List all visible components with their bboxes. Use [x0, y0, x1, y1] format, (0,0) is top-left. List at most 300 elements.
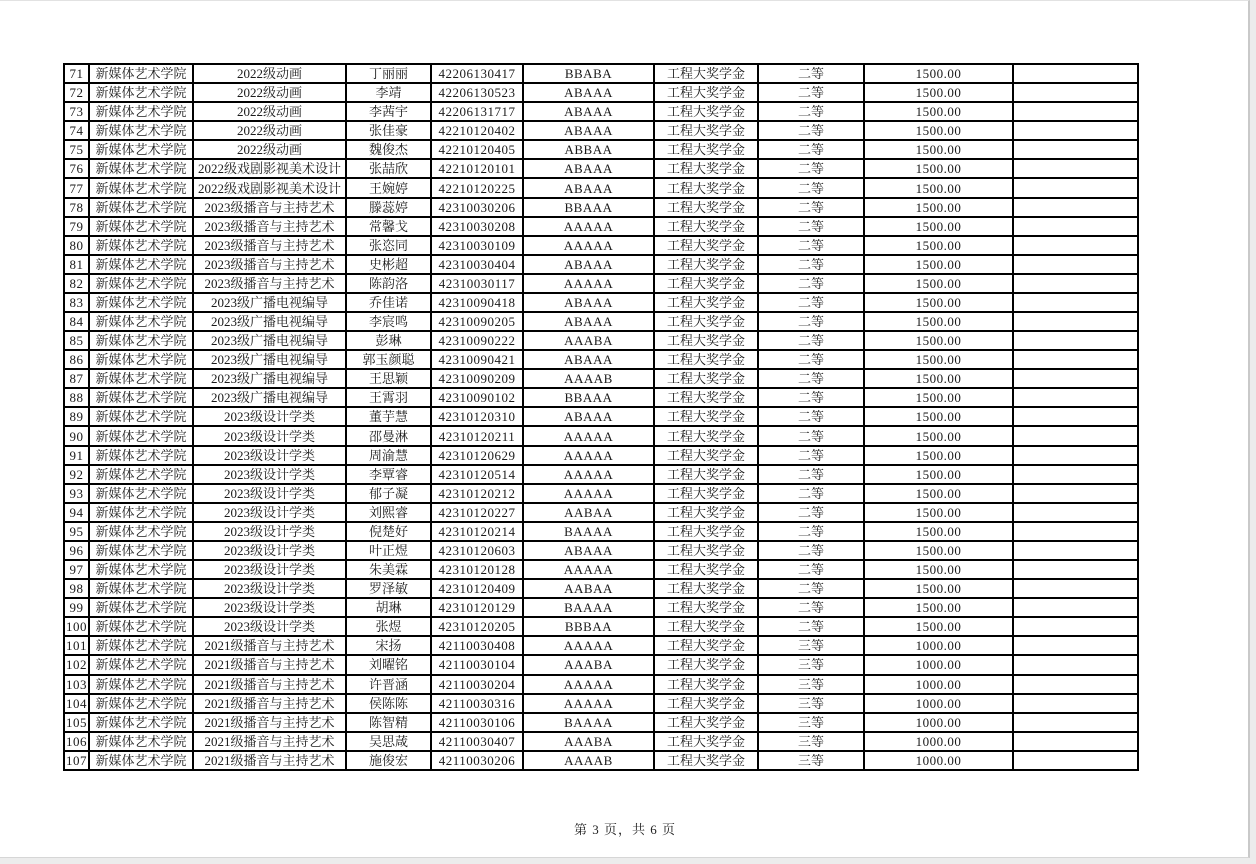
cell-amount: 1500.00: [864, 407, 1013, 426]
cell-student-name: 李靖: [346, 83, 431, 102]
cell-student-name: 李茜宇: [346, 102, 431, 121]
cell-row-number: 101: [64, 636, 89, 655]
cell-blank: [1013, 331, 1138, 350]
cell-student-id: 42206131717: [431, 102, 523, 121]
cell-class-major: 2023级播音与主持艺术: [193, 217, 346, 236]
table-row: [64, 236, 1138, 255]
cell-scholarship-name: 工程大奖学金: [654, 617, 758, 636]
cell-student-name: 王思颖: [346, 369, 431, 388]
cell-row-number: 87: [64, 369, 89, 388]
cell-college: 新媒体艺术学院: [89, 541, 193, 560]
cell-student-name: 董芋慧: [346, 407, 431, 426]
cell-blank: [1013, 541, 1138, 560]
cell-grades: ABAAA: [523, 255, 654, 274]
cell-row-number: 71: [64, 64, 89, 83]
cell-class-major: 2023级广播电视编导: [193, 312, 346, 331]
cell-student-id: 42310120211: [431, 426, 523, 445]
cell-blank: [1013, 522, 1138, 541]
table-row: [64, 198, 1138, 217]
cell-grades: AAAAA: [523, 465, 654, 484]
cell-student-name: 宋扬: [346, 636, 431, 655]
cell-student-name: 郭玉颜聪: [346, 350, 431, 369]
cell-award-level: 三等: [758, 694, 864, 713]
cell-grades: ABAAA: [523, 83, 654, 102]
cell-college: 新媒体艺术学院: [89, 83, 193, 102]
cell-student-name: 许晋涵: [346, 675, 431, 694]
cell-blank: [1013, 178, 1138, 197]
cell-student-id: 42310120227: [431, 503, 523, 522]
cell-class-major: 2023级设计学类: [193, 579, 346, 598]
cell-award-level: 二等: [758, 198, 864, 217]
cell-student-id: 42310090418: [431, 293, 523, 312]
cell-college: 新媒体艺术学院: [89, 121, 193, 140]
cell-award-level: 三等: [758, 713, 864, 732]
cell-scholarship-name: 工程大奖学金: [654, 465, 758, 484]
cell-award-level: 二等: [758, 484, 864, 503]
cell-scholarship-name: 工程大奖学金: [654, 178, 758, 197]
table-row: [64, 655, 1138, 674]
cell-student-name: 倪楚好: [346, 522, 431, 541]
table-row: [64, 694, 1138, 713]
cell-grades: AAAAA: [523, 675, 654, 694]
cell-scholarship-name: 工程大奖学金: [654, 198, 758, 217]
cell-grades: ABAAA: [523, 541, 654, 560]
cell-amount: 1500.00: [864, 255, 1013, 274]
cell-row-number: 107: [64, 751, 89, 770]
cell-amount: 1500.00: [864, 121, 1013, 140]
cell-award-level: 二等: [758, 64, 864, 83]
cell-student-id: 42110030106: [431, 713, 523, 732]
cell-award-level: 二等: [758, 522, 864, 541]
cell-blank: [1013, 388, 1138, 407]
table-body: [64, 64, 1138, 770]
cell-college: 新媒体艺术学院: [89, 312, 193, 331]
cell-award-level: 三等: [758, 675, 864, 694]
table-row: [64, 617, 1138, 636]
table-row: [64, 255, 1138, 274]
cell-grades: ABAAA: [523, 350, 654, 369]
cell-grades: BAAAA: [523, 598, 654, 617]
cell-college: 新媒体艺术学院: [89, 636, 193, 655]
cell-amount: 1500.00: [864, 198, 1013, 217]
cell-row-number: 81: [64, 255, 89, 274]
cell-student-name: 邵曼淋: [346, 426, 431, 445]
cell-grades: AAAAA: [523, 484, 654, 503]
cell-award-level: 二等: [758, 465, 864, 484]
cell-college: 新媒体艺术学院: [89, 484, 193, 503]
cell-row-number: 105: [64, 713, 89, 732]
cell-scholarship-name: 工程大奖学金: [654, 121, 758, 140]
cell-amount: 1500.00: [864, 541, 1013, 560]
cell-grades: AAAAA: [523, 236, 654, 255]
cell-grades: ABAAA: [523, 312, 654, 331]
table-row: [64, 64, 1138, 83]
cell-student-id: 42310030117: [431, 274, 523, 293]
cell-student-name: 李覃睿: [346, 465, 431, 484]
cell-scholarship-name: 工程大奖学金: [654, 274, 758, 293]
cell-grades: BAAAA: [523, 713, 654, 732]
cell-grades: AAABA: [523, 732, 654, 751]
cell-award-level: 二等: [758, 350, 864, 369]
cell-student-name: 常馨戈: [346, 217, 431, 236]
cell-student-name: 史彬超: [346, 255, 431, 274]
cell-student-name: 李宸鸣: [346, 312, 431, 331]
cell-row-number: 95: [64, 522, 89, 541]
table-row: [64, 217, 1138, 236]
table-row: [64, 140, 1138, 159]
cell-award-level: 二等: [758, 541, 864, 560]
cell-amount: 1000.00: [864, 694, 1013, 713]
cell-student-id: 42310120629: [431, 446, 523, 465]
cell-award-level: 二等: [758, 274, 864, 293]
table-row: [64, 274, 1138, 293]
cell-scholarship-name: 工程大奖学金: [654, 522, 758, 541]
cell-student-name: 张恣同: [346, 236, 431, 255]
cell-amount: 1000.00: [864, 713, 1013, 732]
table-row: [64, 388, 1138, 407]
table-row: [64, 312, 1138, 331]
cell-blank: [1013, 293, 1138, 312]
table-row: [64, 178, 1138, 197]
cell-scholarship-name: 工程大奖学金: [654, 541, 758, 560]
cell-student-id: 42110030408: [431, 636, 523, 655]
cell-class-major: 2022级戏剧影视美术设计: [193, 159, 346, 178]
table-row: [64, 426, 1138, 445]
table-row: [64, 446, 1138, 465]
table-row: [64, 83, 1138, 102]
cell-student-id: 42210120405: [431, 140, 523, 159]
cell-grades: ABAAA: [523, 178, 654, 197]
cell-row-number: 80: [64, 236, 89, 255]
cell-blank: [1013, 369, 1138, 388]
cell-blank: [1013, 102, 1138, 121]
table-row: [64, 541, 1138, 560]
cell-student-id: 42310030206: [431, 198, 523, 217]
cell-college: 新媒体艺术学院: [89, 579, 193, 598]
cell-row-number: 89: [64, 407, 89, 426]
cell-college: 新媒体艺术学院: [89, 178, 193, 197]
cell-row-number: 77: [64, 178, 89, 197]
cell-college: 新媒体艺术学院: [89, 751, 193, 770]
cell-grades: AAAAA: [523, 274, 654, 293]
cell-grades: AAAAA: [523, 217, 654, 236]
cell-scholarship-name: 工程大奖学金: [654, 64, 758, 83]
cell-scholarship-name: 工程大奖学金: [654, 503, 758, 522]
scholarship-table: [63, 63, 1139, 771]
cell-scholarship-name: 工程大奖学金: [654, 426, 758, 445]
cell-college: 新媒体艺术学院: [89, 293, 193, 312]
cell-row-number: 96: [64, 541, 89, 560]
cell-amount: 1500.00: [864, 388, 1013, 407]
cell-grades: BAAAA: [523, 522, 654, 541]
cell-college: 新媒体艺术学院: [89, 407, 193, 426]
cell-row-number: 98: [64, 579, 89, 598]
table-row: [64, 293, 1138, 312]
cell-student-id: 42210120402: [431, 121, 523, 140]
cell-scholarship-name: 工程大奖学金: [654, 694, 758, 713]
cell-row-number: 84: [64, 312, 89, 331]
cell-college: 新媒体艺术学院: [89, 732, 193, 751]
table-row: [64, 102, 1138, 121]
cell-blank: [1013, 198, 1138, 217]
cell-award-level: 二等: [758, 102, 864, 121]
cell-class-major: 2023级广播电视编导: [193, 331, 346, 350]
cell-student-id: 42310090209: [431, 369, 523, 388]
table-row: [64, 407, 1138, 426]
table-row: [64, 503, 1138, 522]
cell-blank: [1013, 140, 1138, 159]
cell-class-major: 2023级设计学类: [193, 407, 346, 426]
table-row: [64, 121, 1138, 140]
cell-amount: 1500.00: [864, 102, 1013, 121]
cell-award-level: 二等: [758, 236, 864, 255]
cell-scholarship-name: 工程大奖学金: [654, 675, 758, 694]
cell-row-number: 92: [64, 465, 89, 484]
cell-college: 新媒体艺术学院: [89, 331, 193, 350]
cell-scholarship-name: 工程大奖学金: [654, 255, 758, 274]
table-row: [64, 465, 1138, 484]
cell-row-number: 82: [64, 274, 89, 293]
cell-grades: AABAA: [523, 503, 654, 522]
table-row: [64, 713, 1138, 732]
cell-college: 新媒体艺术学院: [89, 159, 193, 178]
cell-college: 新媒体艺术学院: [89, 522, 193, 541]
cell-grades: BBBAA: [523, 617, 654, 636]
cell-blank: [1013, 484, 1138, 503]
cell-class-major: 2021级播音与主持艺术: [193, 694, 346, 713]
cell-class-major: 2023级播音与主持艺术: [193, 255, 346, 274]
cell-class-major: 2021级播音与主持艺术: [193, 732, 346, 751]
cell-student-id: 42110030104: [431, 655, 523, 674]
cell-amount: 1500.00: [864, 293, 1013, 312]
cell-grades: ABAAA: [523, 407, 654, 426]
cell-award-level: 二等: [758, 121, 864, 140]
cell-award-level: 二等: [758, 407, 864, 426]
cell-blank: [1013, 407, 1138, 426]
cell-award-level: 二等: [758, 560, 864, 579]
table-row: [64, 522, 1138, 541]
cell-student-name: 周渝慧: [346, 446, 431, 465]
cell-blank: [1013, 579, 1138, 598]
cell-amount: 1500.00: [864, 617, 1013, 636]
cell-blank: [1013, 503, 1138, 522]
cell-college: 新媒体艺术学院: [89, 198, 193, 217]
cell-award-level: 二等: [758, 426, 864, 445]
cell-amount: 1000.00: [864, 655, 1013, 674]
cell-amount: 1500.00: [864, 560, 1013, 579]
cell-award-level: 二等: [758, 388, 864, 407]
cell-award-level: 二等: [758, 331, 864, 350]
cell-award-level: 二等: [758, 178, 864, 197]
cell-class-major: 2023级设计学类: [193, 465, 346, 484]
cell-row-number: 79: [64, 217, 89, 236]
cell-student-id: 42310090205: [431, 312, 523, 331]
cell-student-name: 侯陈陈: [346, 694, 431, 713]
cell-class-major: 2023级广播电视编导: [193, 350, 346, 369]
cell-scholarship-name: 工程大奖学金: [654, 140, 758, 159]
cell-row-number: 100: [64, 617, 89, 636]
cell-amount: 1500.00: [864, 236, 1013, 255]
cell-row-number: 102: [64, 655, 89, 674]
cell-college: 新媒体艺术学院: [89, 369, 193, 388]
cell-amount: 1500.00: [864, 331, 1013, 350]
cell-college: 新媒体艺术学院: [89, 426, 193, 445]
cell-award-level: 二等: [758, 579, 864, 598]
cell-student-name: 刘熙睿: [346, 503, 431, 522]
cell-student-id: 42110030204: [431, 675, 523, 694]
cell-scholarship-name: 工程大奖学金: [654, 388, 758, 407]
cell-grades: AAABA: [523, 331, 654, 350]
cell-grades: AAAAA: [523, 694, 654, 713]
cell-scholarship-name: 工程大奖学金: [654, 598, 758, 617]
cell-class-major: 2023级播音与主持艺术: [193, 236, 346, 255]
cell-grades: BBAAA: [523, 388, 654, 407]
cell-college: 新媒体艺术学院: [89, 713, 193, 732]
cell-class-major: 2023级广播电视编导: [193, 388, 346, 407]
cell-grades: BBABA: [523, 64, 654, 83]
cell-blank: [1013, 713, 1138, 732]
cell-amount: 1000.00: [864, 636, 1013, 655]
cell-student-id: 42310120129: [431, 598, 523, 617]
cell-row-number: 73: [64, 102, 89, 121]
cell-class-major: 2022级动画: [193, 102, 346, 121]
cell-student-id: 42310120409: [431, 579, 523, 598]
cell-class-major: 2023级设计学类: [193, 617, 346, 636]
cell-row-number: 88: [64, 388, 89, 407]
cell-student-name: 胡琳: [346, 598, 431, 617]
cell-student-name: 魏俊杰: [346, 140, 431, 159]
cell-row-number: 90: [64, 426, 89, 445]
cell-row-number: 85: [64, 331, 89, 350]
cell-grades: AAAAB: [523, 751, 654, 770]
cell-row-number: 83: [64, 293, 89, 312]
cell-class-major: 2023级设计学类: [193, 484, 346, 503]
cell-blank: [1013, 465, 1138, 484]
table-row: [64, 598, 1138, 617]
cell-student-id: 42310120205: [431, 617, 523, 636]
cell-blank: [1013, 159, 1138, 178]
cell-blank: [1013, 255, 1138, 274]
cell-blank: [1013, 236, 1138, 255]
cell-student-id: 42310120603: [431, 541, 523, 560]
cell-class-major: 2023级广播电视编导: [193, 293, 346, 312]
cell-award-level: 三等: [758, 655, 864, 674]
table-row: [64, 675, 1138, 694]
cell-award-level: 二等: [758, 446, 864, 465]
cell-grades: AABAA: [523, 579, 654, 598]
cell-college: 新媒体艺术学院: [89, 102, 193, 121]
cell-amount: 1500.00: [864, 64, 1013, 83]
cell-grades: ABAAA: [523, 159, 654, 178]
cell-college: 新媒体艺术学院: [89, 236, 193, 255]
cell-row-number: 97: [64, 560, 89, 579]
cell-class-major: 2022级戏剧影视美术设计: [193, 178, 346, 197]
cell-grades: ABAAA: [523, 102, 654, 121]
cell-student-id: 42110030206: [431, 751, 523, 770]
cell-college: 新媒体艺术学院: [89, 655, 193, 674]
cell-grades: AAAAA: [523, 446, 654, 465]
cell-scholarship-name: 工程大奖学金: [654, 350, 758, 369]
cell-student-id: 42110030316: [431, 694, 523, 713]
cell-grades: ABAAA: [523, 293, 654, 312]
cell-student-id: 42310120514: [431, 465, 523, 484]
cell-amount: 1500.00: [864, 312, 1013, 331]
cell-student-name: 彭琳: [346, 331, 431, 350]
table-row: [64, 636, 1138, 655]
cell-award-level: 二等: [758, 617, 864, 636]
cell-class-major: 2023级设计学类: [193, 598, 346, 617]
cell-class-major: 2023级播音与主持艺术: [193, 274, 346, 293]
cell-grades: AAAAA: [523, 560, 654, 579]
cell-student-id: 42310120212: [431, 484, 523, 503]
cell-award-level: 二等: [758, 598, 864, 617]
cell-scholarship-name: 工程大奖学金: [654, 217, 758, 236]
cell-award-level: 二等: [758, 312, 864, 331]
cell-blank: [1013, 446, 1138, 465]
cell-scholarship-name: 工程大奖学金: [654, 732, 758, 751]
cell-row-number: 94: [64, 503, 89, 522]
cell-scholarship-name: 工程大奖学金: [654, 446, 758, 465]
cell-student-name: 滕蕊婷: [346, 198, 431, 217]
cell-college: 新媒体艺术学院: [89, 503, 193, 522]
cell-scholarship-name: 工程大奖学金: [654, 293, 758, 312]
cell-scholarship-name: 工程大奖学金: [654, 560, 758, 579]
cell-award-level: 二等: [758, 293, 864, 312]
cell-blank: [1013, 312, 1138, 331]
cell-row-number: 91: [64, 446, 89, 465]
cell-blank: [1013, 655, 1138, 674]
cell-student-id: 42310030109: [431, 236, 523, 255]
cell-college: 新媒体艺术学院: [89, 255, 193, 274]
table-row: [64, 350, 1138, 369]
cell-grades: ABBAA: [523, 140, 654, 159]
cell-student-name: 刘曜铭: [346, 655, 431, 674]
cell-scholarship-name: 工程大奖学金: [654, 655, 758, 674]
cell-class-major: 2023级播音与主持艺术: [193, 198, 346, 217]
cell-amount: 1500.00: [864, 522, 1013, 541]
table-row: [64, 560, 1138, 579]
cell-class-major: 2023级设计学类: [193, 541, 346, 560]
cell-student-id: 42310120310: [431, 407, 523, 426]
cell-class-major: 2021级播音与主持艺术: [193, 655, 346, 674]
cell-amount: 1500.00: [864, 503, 1013, 522]
cell-amount: 1500.00: [864, 140, 1013, 159]
cell-blank: [1013, 636, 1138, 655]
cell-award-level: 三等: [758, 751, 864, 770]
cell-class-major: 2021级播音与主持艺术: [193, 675, 346, 694]
cell-row-number: 76: [64, 159, 89, 178]
cell-scholarship-name: 工程大奖学金: [654, 484, 758, 503]
cell-class-major: 2021级播音与主持艺术: [193, 751, 346, 770]
cell-student-id: 42206130523: [431, 83, 523, 102]
cell-award-level: 二等: [758, 369, 864, 388]
cell-scholarship-name: 工程大奖学金: [654, 102, 758, 121]
cell-scholarship-name: 工程大奖学金: [654, 407, 758, 426]
cell-student-name: 陈韵洛: [346, 274, 431, 293]
cell-row-number: 78: [64, 198, 89, 217]
cell-class-major: 2021级播音与主持艺术: [193, 713, 346, 732]
table-row: [64, 732, 1138, 751]
cell-college: 新媒体艺术学院: [89, 274, 193, 293]
cell-grades: BBAAA: [523, 198, 654, 217]
cell-blank: [1013, 274, 1138, 293]
cell-student-id: 42310120128: [431, 560, 523, 579]
cell-student-name: 朱美霖: [346, 560, 431, 579]
cell-college: 新媒体艺术学院: [89, 140, 193, 159]
cell-row-number: 72: [64, 83, 89, 102]
cell-scholarship-name: 工程大奖学金: [654, 713, 758, 732]
cell-row-number: 93: [64, 484, 89, 503]
